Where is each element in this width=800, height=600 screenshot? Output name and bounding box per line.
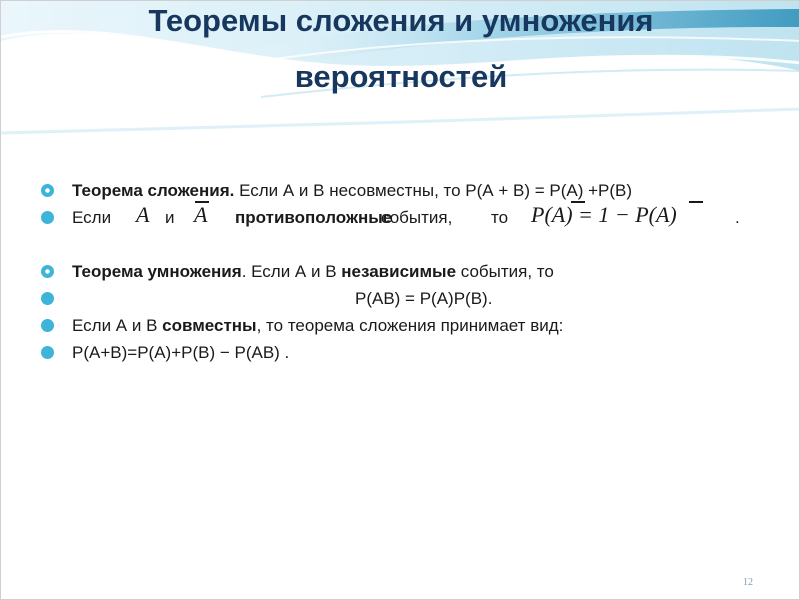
math-event-a-complement: A bbox=[194, 202, 208, 227]
word-and: и bbox=[165, 208, 175, 227]
multiplication-formula: Р(АВ) = Р(А)Р(В). bbox=[355, 289, 493, 308]
circle-bullet-icon bbox=[41, 346, 54, 359]
list-item bbox=[41, 286, 781, 316]
list-item bbox=[41, 340, 781, 370]
multiplication-theorem-label: Теорема умножения bbox=[72, 262, 242, 281]
word-compatible: совместны bbox=[162, 316, 257, 335]
multiplication-theorem-text-end: события, то bbox=[456, 262, 554, 281]
multiplication-theorem-text: . Если А и В bbox=[241, 262, 342, 281]
overline-mark bbox=[571, 201, 585, 203]
circle-bullet-icon bbox=[41, 319, 54, 332]
list-item bbox=[41, 202, 781, 235]
list-item-text bbox=[72, 316, 563, 336]
list-item bbox=[41, 313, 781, 343]
addition-theorem-label: Теорема сложения. bbox=[72, 181, 235, 200]
word-then: то bbox=[491, 208, 509, 227]
circle-bullet-icon bbox=[41, 265, 54, 278]
list-item-text bbox=[72, 181, 632, 201]
math-event-a: A bbox=[136, 202, 150, 227]
word-if: Если bbox=[72, 208, 112, 227]
slide-title-line1: Теоремы сложения и умножения bbox=[148, 3, 654, 38]
word-independent: независимые bbox=[341, 262, 457, 281]
overline-mark bbox=[195, 201, 209, 203]
page-number: 12 bbox=[743, 577, 753, 588]
circle-bullet-icon bbox=[41, 292, 54, 305]
compatible-text-start: Если А и В bbox=[72, 316, 163, 335]
list-item-text bbox=[72, 262, 554, 282]
circle-bullet-icon bbox=[41, 211, 54, 224]
word-opposite: противоположные bbox=[235, 208, 393, 227]
overline-mark bbox=[689, 201, 703, 203]
addition-theorem-text: Если А и В несовместны, то Р(А + В) = Р(А) +Р(В) bbox=[234, 181, 633, 200]
slide-title-line2: вероятностей bbox=[294, 59, 508, 94]
period: . bbox=[735, 208, 740, 227]
compatible-text-end: , то теорема сложения принимает вид: bbox=[256, 316, 564, 335]
complement-formula: P(A) = 1 − P(A) bbox=[531, 202, 677, 227]
circle-bullet-icon bbox=[41, 184, 54, 197]
list-item bbox=[41, 259, 781, 289]
word-events: события, bbox=[381, 208, 453, 227]
general-addition-formula: Р(А+В)=Р(А)+Р(В) − Р(АВ) . bbox=[72, 343, 290, 362]
